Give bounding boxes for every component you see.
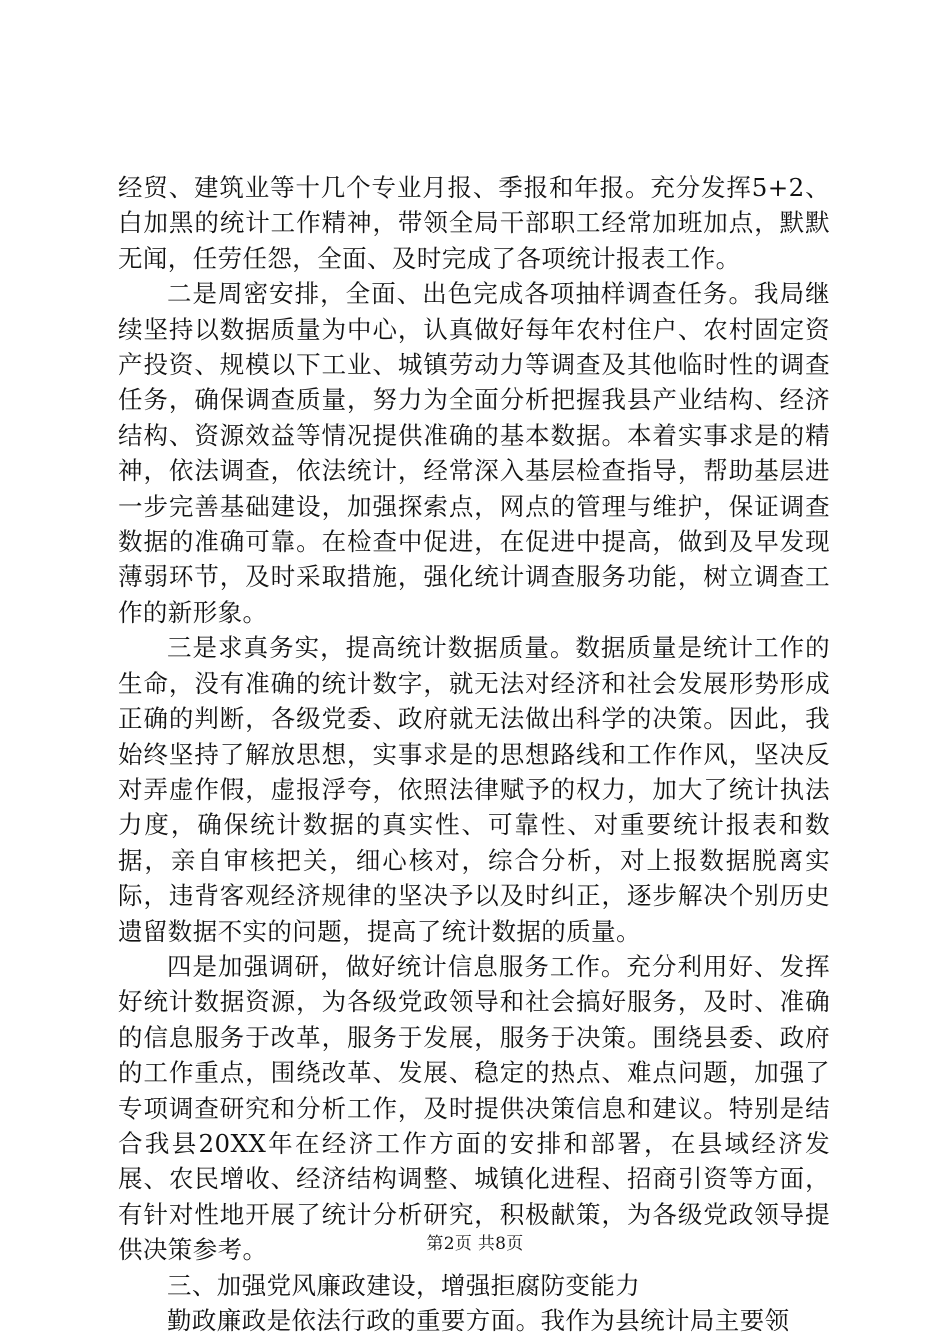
paragraph-integrity: 勤政廉政是依法行政的重要方面。我作为县统计局主要领 xyxy=(167,1306,790,1335)
section-heading: 三、加强党风廉政建设，增强拒腐防变能力 xyxy=(167,1270,641,1300)
document-body xyxy=(118,170,830,1338)
paragraph-data-quality: 三是求真务实，提高统计数据质量。数据质量是统计工作的生命，没有准确的统计数字，就无法对经济和社会发展形势形成正确的判断，各级党委、政府就无法做出科学的决策。因此，我始终坚持了解放思想，实事求是的思想路线和工作作风，坚决反对弄虚作假，虚报浮夸，依照法律赋予的权力，加大了统计执法力度，确保统计数据的真实性、可靠性、对重要统计报表和数据，亲自审核把关，细心核对，综合分析，对上报数据脱离实际，违背客观经济规律的坚决予以及时纠正，逐步解决个别历史遗留数据不实的问题，提高了统计数据的质量。 xyxy=(118,633,830,946)
paragraph-continuation: 经贸、建筑业等十几个专业月报、季报和年报。充分发挥5+2、白加黑的统计工作精神，带领全局干部职工经常加班加点，默默无闻，任劳任怨，全面、及时完成了各项统计报表工作。 xyxy=(118,173,830,273)
paragraph-information-service: 四是加强调研，做好统计信息服务工作。充分利用好、发挥好统计数据资源，为各级党政领导和社会搞好服务，及时、准确的信息服务于改革，服务于发展，服务于决策。围绕县委、政府的工作重点，围绕改革、发展、稳定的热点、难点问题，加强了专项调查研究和分析工作，及时提供决策信息和建议。特别是结合我县20XX年在经济工作方面的安排和部署，在县域经济发展、农民增收、经济结构调整、城镇化进程、招商引资等方面，有针对性地开展了统计分析研究，积极献策，为各级党政领导提供决策参考。 xyxy=(118,951,830,1265)
page-footer: 第2页 共8页 xyxy=(426,1234,524,1254)
paragraph-sampling-survey: 二是周密安排，全面、出色完成各项抽样调查任务。我局继续坚持以数据质量为中心，认真做好每年农村住户、农村固定资产投资、规模以下工业、城镇劳动力等调查及其他临时性的调查任务，确保调查质量，努力为全面分析把握我县产业结构、经济结构、资源效益等情况提供准确的基本数据。本着实事求是的精神，依法调查，依法统计，经常深入基层检查指导，帮助基层进一步完善基础建设，加强探索点，网点的管理与维护，保证调查数据的准确可靠。在检查中促进，在促进中提高，做到及早发现薄弱环节，及时采取措施，强化统计调查服务功能，树立调查工作的新形象。 xyxy=(118,279,830,627)
